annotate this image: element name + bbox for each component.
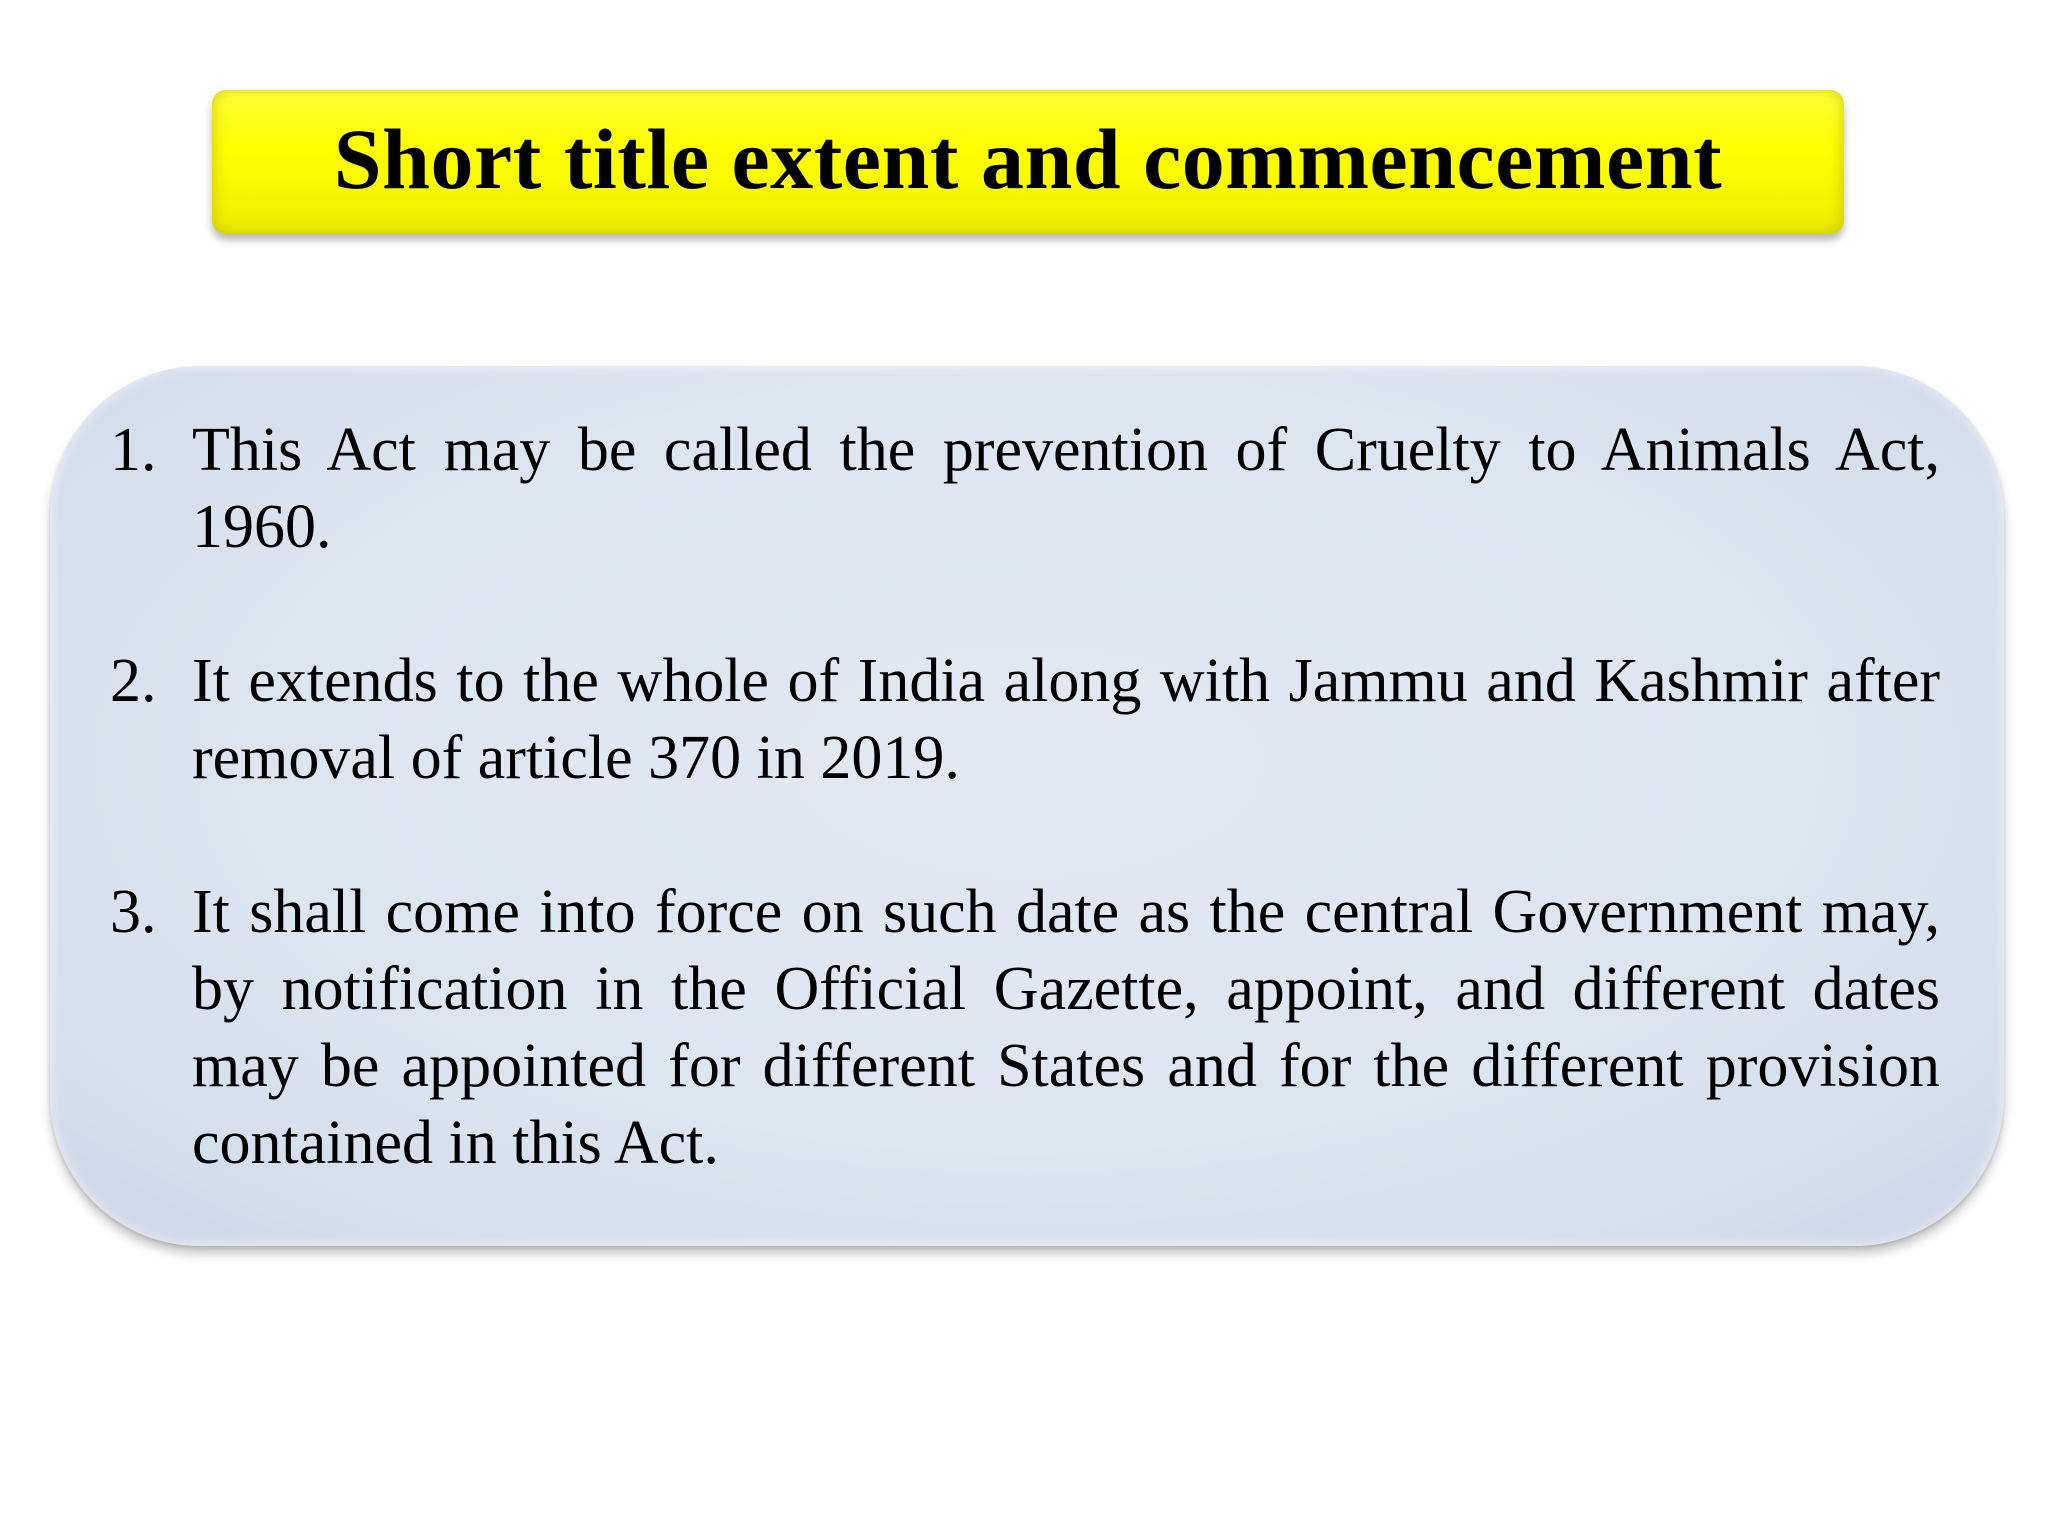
- list-item-number: 3.: [110, 878, 157, 946]
- list-item: [110, 412, 1940, 566]
- list-item: [110, 874, 1940, 1182]
- slide-title: Short title extent and commencement: [333, 111, 1723, 207]
- list-item-number: 1.: [110, 416, 157, 484]
- list-item-text: This Act may be called the prevention of Cruelty to Animals Act, 1960.: [192, 416, 1940, 561]
- list-item: [110, 643, 1940, 797]
- list-item-text: It extends to the whole of India along with Jammu and Kashmir after removal of article 370 in 2019.: [192, 647, 1940, 792]
- list-item-number: 2.: [110, 647, 157, 715]
- list-item-text: It shall come into force on such date as the central Government may, by notification in the Official Gazette, appoint, and different dates may be appointed for different States and for the different provision contained in this Act.: [192, 878, 1940, 1177]
- provision-list: [110, 412, 1940, 1182]
- title-banner: [212, 90, 1844, 234]
